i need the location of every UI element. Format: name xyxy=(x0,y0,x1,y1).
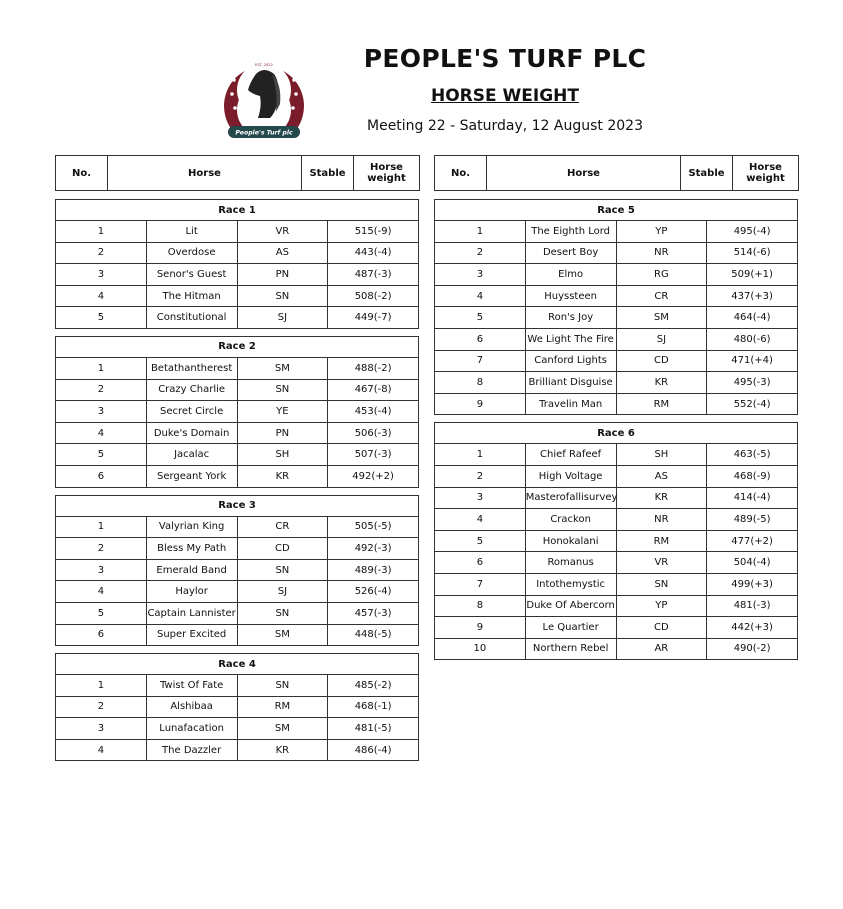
stable-code: SJ xyxy=(237,581,328,603)
horse-weight: 499(+3) xyxy=(707,573,798,595)
race-3-table xyxy=(55,495,419,647)
horse-weight: 471(+4) xyxy=(707,350,798,372)
horse-weight: 486(-4) xyxy=(328,739,419,761)
col-weight-header-line1: Horse xyxy=(749,162,782,173)
race-6-table xyxy=(434,422,798,660)
horse-name: Huyssteen xyxy=(525,285,616,307)
table-row xyxy=(435,393,798,415)
horse-name: Betathantherest xyxy=(146,357,237,379)
horse-weight: 507(-3) xyxy=(328,444,419,466)
horse-name: Crackon xyxy=(525,509,616,531)
horse-weight: 443(-4) xyxy=(328,242,419,264)
horse-name: Overdose xyxy=(146,242,237,264)
horse-weight: 505(-5) xyxy=(328,516,419,538)
runner-number: 3 xyxy=(435,487,526,509)
race-3-table xyxy=(55,495,419,647)
stable-code: KR xyxy=(616,487,707,509)
horse-weight: 492(+2) xyxy=(328,465,419,487)
runner-number: 7 xyxy=(435,350,526,372)
horse-weight: 492(-3) xyxy=(328,538,419,560)
horse-weight: 468(-9) xyxy=(707,465,798,487)
table-row xyxy=(56,285,419,307)
table-row xyxy=(435,617,798,639)
stable-code: YE xyxy=(237,401,328,423)
runner-number: 3 xyxy=(56,264,147,286)
stable-code: RM xyxy=(616,530,707,552)
table-row xyxy=(56,516,419,538)
table-row xyxy=(435,372,798,394)
runner-number: 5 xyxy=(56,444,147,466)
race-5-table xyxy=(434,199,798,415)
logo-initials: PTP xyxy=(252,45,276,58)
runner-number: 2 xyxy=(435,242,526,264)
document-subtitle: HORSE WEIGHT xyxy=(430,86,579,106)
horse-name: Captain Lannister xyxy=(146,602,237,624)
stable-code: SN xyxy=(237,285,328,307)
col-weight-header-line1: Horse xyxy=(370,162,403,173)
table-row xyxy=(435,328,798,350)
stable-code: SN xyxy=(237,559,328,581)
horse-weight: 489(-5) xyxy=(707,509,798,531)
stable-code: SN xyxy=(237,379,328,401)
table-row xyxy=(56,739,419,761)
table-row xyxy=(435,530,798,552)
runner-number: 1 xyxy=(56,357,147,379)
race-1-table xyxy=(55,199,419,329)
stable-code: SJ xyxy=(616,328,707,350)
horse-name: Lunafacation xyxy=(146,718,237,740)
runner-number: 4 xyxy=(56,285,147,307)
runner-number: 6 xyxy=(56,465,147,487)
table-row xyxy=(56,602,419,624)
stable-code: SN xyxy=(237,675,328,697)
horse-weight: 509(+1) xyxy=(707,264,798,286)
table-row xyxy=(435,573,798,595)
horse-name: Super Excited xyxy=(146,624,237,646)
horse-name: Haylor xyxy=(146,581,237,603)
runner-number: 5 xyxy=(435,530,526,552)
col-weight-header xyxy=(733,156,799,191)
horse-weight: 457(-3) xyxy=(328,602,419,624)
horse-name: Elmo xyxy=(525,264,616,286)
col-no-header: No. xyxy=(56,156,108,191)
table-row xyxy=(435,285,798,307)
race-title: Race 5 xyxy=(435,200,798,221)
column-header-table xyxy=(434,155,799,191)
table-row xyxy=(435,350,798,372)
table-row xyxy=(56,718,419,740)
horse-weight: 490(-2) xyxy=(707,638,798,660)
stable-code: KR xyxy=(616,372,707,394)
horse-weight: 495(-4) xyxy=(707,221,798,243)
runner-number: 1 xyxy=(56,221,147,243)
table-row xyxy=(56,307,419,329)
stable-code: AR xyxy=(616,638,707,660)
horse-weight: 489(-3) xyxy=(328,559,419,581)
race-6-table xyxy=(434,422,798,660)
table-row xyxy=(56,422,419,444)
table-row xyxy=(435,307,798,329)
table-row xyxy=(56,581,419,603)
stable-code: SM xyxy=(237,718,328,740)
horse-weight: 488(-2) xyxy=(328,357,419,379)
runner-number: 6 xyxy=(435,328,526,350)
col-stable-header: Stable xyxy=(302,156,354,191)
table-row xyxy=(56,221,419,243)
runner-number: 2 xyxy=(56,379,147,401)
horse-name: Masterofallisurvey xyxy=(525,487,616,509)
runner-number: 4 xyxy=(435,285,526,307)
stable-code: KR xyxy=(237,465,328,487)
runner-number: 4 xyxy=(435,509,526,531)
stable-code: SM xyxy=(237,357,328,379)
horse-name: Emerald Band xyxy=(146,559,237,581)
horse-weight: 508(-2) xyxy=(328,285,419,307)
stable-code: PN xyxy=(237,422,328,444)
runner-number: 3 xyxy=(435,264,526,286)
table-row xyxy=(56,696,419,718)
stable-code: VR xyxy=(237,221,328,243)
horse-name: High Voltage xyxy=(525,465,616,487)
horse-weight: 414(-4) xyxy=(707,487,798,509)
runner-number: 2 xyxy=(56,538,147,560)
horse-name: Constitutional xyxy=(146,307,237,329)
stable-code: SJ xyxy=(237,307,328,329)
runner-number: 9 xyxy=(435,393,526,415)
right-column xyxy=(434,155,798,667)
runner-number: 2 xyxy=(56,242,147,264)
horse-name: Honokalani xyxy=(525,530,616,552)
horse-weight: 506(-3) xyxy=(328,422,419,444)
runner-number: 6 xyxy=(435,552,526,574)
table-row xyxy=(56,559,419,581)
race-title: Race 3 xyxy=(56,495,419,516)
horse-name: The Hitman xyxy=(146,285,237,307)
runner-number: 2 xyxy=(435,465,526,487)
horse-weight: 487(-3) xyxy=(328,264,419,286)
horse-weight: 504(-4) xyxy=(707,552,798,574)
horse-name: Intothemystic xyxy=(525,573,616,595)
left-column xyxy=(55,155,419,768)
horse-name: Lit xyxy=(146,221,237,243)
col-weight-header-line2: weight xyxy=(367,173,406,184)
table-row xyxy=(435,264,798,286)
column-header-table xyxy=(55,155,420,191)
horse-name: Duke Of Abercorn xyxy=(525,595,616,617)
runner-number: 9 xyxy=(435,617,526,639)
runner-number: 6 xyxy=(56,624,147,646)
stable-code: NR xyxy=(616,509,707,531)
horse-weight: 449(-7) xyxy=(328,307,419,329)
table-row xyxy=(435,487,798,509)
table-row xyxy=(435,595,798,617)
horse-weight: 453(-4) xyxy=(328,401,419,423)
logo-banner: People's Turf plc xyxy=(235,129,293,137)
table-row xyxy=(56,444,419,466)
horse-weight: 463(-5) xyxy=(707,444,798,466)
horse-name: Canford Lights xyxy=(525,350,616,372)
table-row xyxy=(435,509,798,531)
horse-weight: 448(-5) xyxy=(328,624,419,646)
stable-code: SM xyxy=(616,307,707,329)
table-row xyxy=(435,552,798,574)
race-title: Race 6 xyxy=(435,423,798,444)
runner-number: 3 xyxy=(56,401,147,423)
horse-name: Ron's Joy xyxy=(525,307,616,329)
stable-code: AS xyxy=(237,242,328,264)
horse-weight: 481(-3) xyxy=(707,595,798,617)
runner-number: 4 xyxy=(56,739,147,761)
horse-weight: 477(+2) xyxy=(707,530,798,552)
horse-name: Crazy Charlie xyxy=(146,379,237,401)
stable-code: SN xyxy=(237,602,328,624)
stable-code: CD xyxy=(616,350,707,372)
stable-code: CR xyxy=(616,285,707,307)
horse-name: The Dazzler xyxy=(146,739,237,761)
runner-number: 1 xyxy=(56,516,147,538)
horse-weight: 552(-4) xyxy=(707,393,798,415)
horse-name: Sergeant York xyxy=(146,465,237,487)
horse-name: The Eighth Lord xyxy=(525,221,616,243)
horse-weight: 464(-4) xyxy=(707,307,798,329)
stable-code: PN xyxy=(237,264,328,286)
horse-name: Travelin Man xyxy=(525,393,616,415)
table-row xyxy=(435,465,798,487)
stable-code: RM xyxy=(616,393,707,415)
horse-weight: 468(-1) xyxy=(328,696,419,718)
stable-code: SH xyxy=(616,444,707,466)
table-row xyxy=(56,242,419,264)
horse-name: Desert Boy xyxy=(525,242,616,264)
horse-weight: 481(-5) xyxy=(328,718,419,740)
horse-name: Brilliant Disguise xyxy=(525,372,616,394)
runner-number: 1 xyxy=(435,221,526,243)
race-4-table xyxy=(55,653,419,761)
table-row xyxy=(435,242,798,264)
stable-code: YP xyxy=(616,221,707,243)
race-title: Race 1 xyxy=(56,200,419,221)
runner-number: 10 xyxy=(435,638,526,660)
runner-number: 3 xyxy=(56,559,147,581)
stable-code: RM xyxy=(237,696,328,718)
horse-name: Romanus xyxy=(525,552,616,574)
horse-name: We Light The Fire xyxy=(525,328,616,350)
horse-weight: 495(-3) xyxy=(707,372,798,394)
page-title: PEOPLE'S TURF PLC xyxy=(363,44,647,73)
table-row xyxy=(56,675,419,697)
table-row xyxy=(56,264,419,286)
runner-number: 5 xyxy=(56,307,147,329)
horse-weight: 480(-6) xyxy=(707,328,798,350)
table-row xyxy=(56,401,419,423)
runner-number: 3 xyxy=(56,718,147,740)
stable-code: SM xyxy=(237,624,328,646)
stable-code: NR xyxy=(616,242,707,264)
horse-weight: 514(-6) xyxy=(707,242,798,264)
race-4-table xyxy=(55,653,419,761)
stable-code: CR xyxy=(237,516,328,538)
horse-name: Jacalac xyxy=(146,444,237,466)
race-title: Race 2 xyxy=(56,336,419,357)
col-horse-header: Horse xyxy=(108,156,302,191)
runner-number: 1 xyxy=(56,675,147,697)
runner-number: 4 xyxy=(56,422,147,444)
runner-number: 8 xyxy=(435,595,526,617)
stable-code: CD xyxy=(237,538,328,560)
table-row xyxy=(56,624,419,646)
horse-name: Bless My Path xyxy=(146,538,237,560)
horse-name: Valyrian King xyxy=(146,516,237,538)
table-row xyxy=(435,221,798,243)
runner-number: 5 xyxy=(435,307,526,329)
col-weight-header-line2: weight xyxy=(746,173,785,184)
runner-number: 7 xyxy=(435,573,526,595)
stable-code: SN xyxy=(616,573,707,595)
table-row xyxy=(56,538,419,560)
race-2-table xyxy=(55,336,419,488)
stable-code: SH xyxy=(237,444,328,466)
horse-name: Duke's Domain xyxy=(146,422,237,444)
col-horse-header: Horse xyxy=(487,156,681,191)
race-title: Race 4 xyxy=(56,654,419,675)
ptp-logo xyxy=(218,40,310,142)
horse-name: Chief Rafeef xyxy=(525,444,616,466)
race-5-table xyxy=(434,199,798,415)
runner-number: 2 xyxy=(56,696,147,718)
horse-name: Twist Of Fate xyxy=(146,675,237,697)
table-row xyxy=(56,465,419,487)
meeting-info: Meeting 22 - Saturday, 12 August 2023 xyxy=(367,118,643,134)
horse-weight: 526(-4) xyxy=(328,581,419,603)
runner-number: 8 xyxy=(435,372,526,394)
stable-code: RG xyxy=(616,264,707,286)
table-row xyxy=(56,357,419,379)
stable-code: AS xyxy=(616,465,707,487)
runner-number: 5 xyxy=(56,602,147,624)
race-1-table xyxy=(55,199,419,329)
horse-name: Northern Rebel xyxy=(525,638,616,660)
horse-name: Secret Circle xyxy=(146,401,237,423)
col-stable-header: Stable xyxy=(681,156,733,191)
table-row xyxy=(435,444,798,466)
horse-weight: 442(+3) xyxy=(707,617,798,639)
horse-weight: 437(+3) xyxy=(707,285,798,307)
horse-weight: 467(-8) xyxy=(328,379,419,401)
stable-code: VR xyxy=(616,552,707,574)
table-row xyxy=(56,379,419,401)
col-no-header: No. xyxy=(435,156,487,191)
race-2-table xyxy=(55,336,419,488)
horse-name: Alshibaa xyxy=(146,696,237,718)
runner-number: 1 xyxy=(435,444,526,466)
stable-code: YP xyxy=(616,595,707,617)
horse-name: Le Quartier xyxy=(525,617,616,639)
runner-number: 4 xyxy=(56,581,147,603)
logo-est: EST. 2022 xyxy=(255,63,273,67)
horse-name: Senor's Guest xyxy=(146,264,237,286)
horse-weight: 485(-2) xyxy=(328,675,419,697)
col-weight-header xyxy=(354,156,420,191)
stable-code: CD xyxy=(616,617,707,639)
stable-code: KR xyxy=(237,739,328,761)
table-row xyxy=(435,638,798,660)
horse-weight: 515(-9) xyxy=(328,221,419,243)
